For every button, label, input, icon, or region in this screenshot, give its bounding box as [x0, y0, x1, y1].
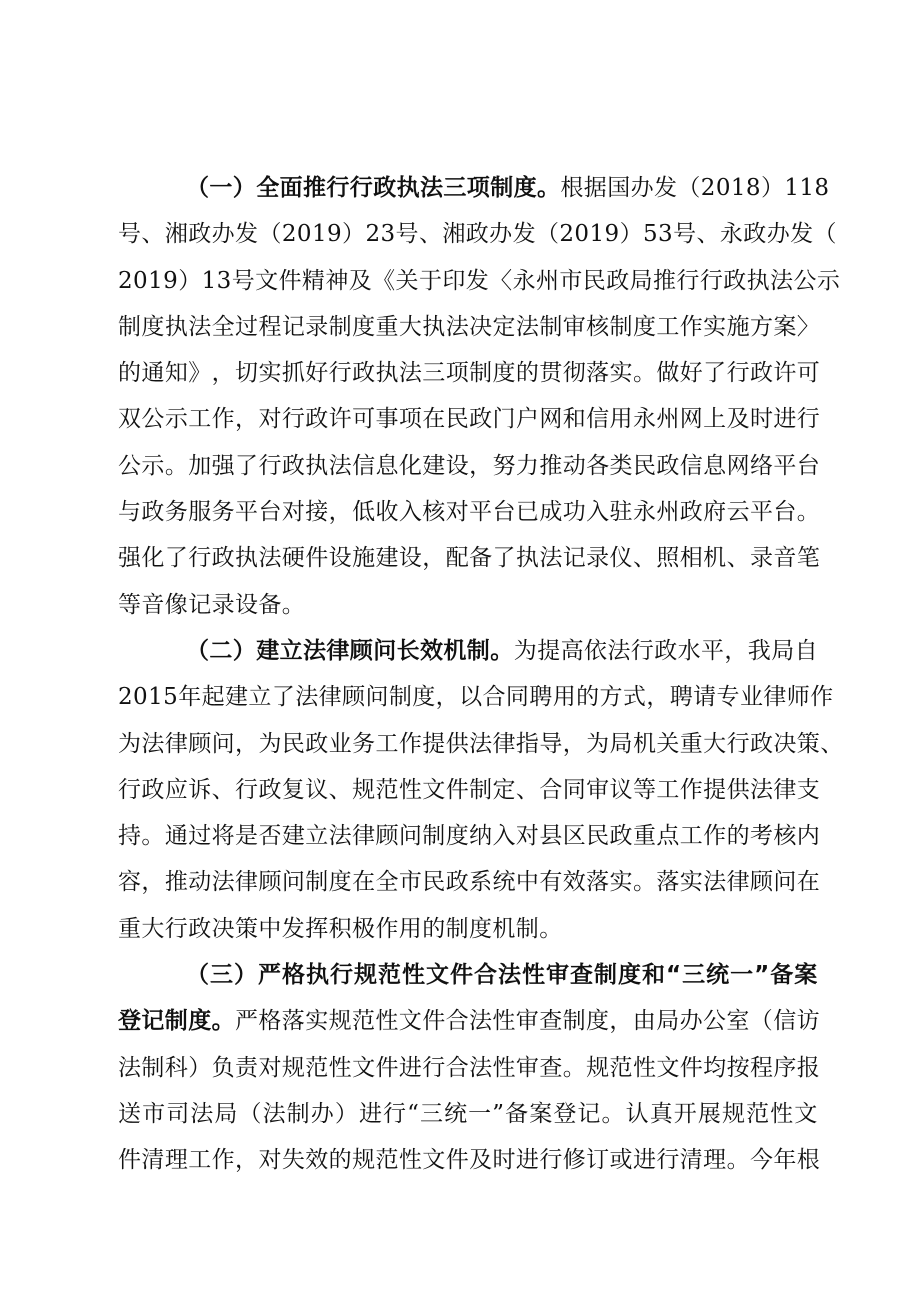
text-line: 2 0 1 9 ） 1 3 号 文 件 精 神 及 《 关 于 印 发 〈 永 州 市 民 政 局 推 行 行 政 执 法 公 示 — [118, 267, 841, 294]
text-line: 公 示 。 加 强 了 行 政 执 法 信 息 化 建 设 ， 努 力 推 动 各 类 民 政 信 息 网 络 平 台 — [118, 452, 821, 479]
text-line: 送 市 司 法 局 （ 法 制 办 ） 进 行 “ 三 统 一 ” 备 案 登 记 。 认 真 开 展 规 范 性 文 — [118, 1100, 818, 1127]
text-line — [118, 998, 818, 1044]
text-line: 的 通 知 》 ， 切 实 抓 好 行 政 执 法 三 项 制 度 的 贯 彻 落 实 。 做 好 了 行 政 许 可 — [118, 360, 821, 387]
text-line — [118, 165, 830, 211]
text-line: 制 度 执 法 全 过 程 记 录 制 度 重 大 执 法 决 定 法 制 审 核 制 度 工 作 实 施 方 案 〉 — [118, 313, 821, 340]
paragraph-2 — [118, 628, 844, 952]
text-line: （ 三 ） 严 格 执 行 规 范 性 文 件 合 法 性 审 查 制 度 和 “ 三 统 一 ” 备 案 — [186, 962, 818, 989]
text-line: 件 清 理 工 作 ， 对 失 效 的 规 范 性 文 件 及 时 进 行 修 订 或 进 行 清 理 。 今 年 根 — [118, 1147, 821, 1174]
text-line-rest: 根据国办发（2018）118 — [560, 175, 830, 201]
text-line: 行 政 应 诉 、 行 政 复 议 、 规 范 性 文 件 制 定 、 合 同 审 议 等 工 作 提 供 法 律 支 — [118, 776, 821, 803]
text-line: 强 化 了 行 政 执 法 硬 件 设 施 建 设 ， 配 备 了 执 法 记 录 仪 、 照 相 机 、 录 音 笔 — [118, 545, 821, 572]
text-line: 号 、 湘 政 办 发 （ 2 0 1 9 ） 2 3 号 、 湘 政 办 发 （ 2 0 1 9 ） 5 3 号 、 永 政 办 发 （ — [118, 221, 837, 248]
paragraph-heading: （二）建立法律顾问长效机制。 — [186, 637, 514, 664]
text-line: 与 政 务 服 务 平 台 对 接 ， 低 收 入 核 对 平 台 已 成 功 入 驻 永 州 政 府 云 平 台 。 — [118, 499, 821, 526]
paragraph-heading: （一）全面推行行政执法三项制度。 — [186, 175, 561, 201]
text-line — [118, 628, 818, 674]
text-line-rest: 严格落实规范性文件合法性审查制度，由局办公室（信访 — [235, 1008, 820, 1035]
text-line: 重大行政决策中发挥积极作用的制度机制。 — [118, 915, 563, 942]
paragraph-3 — [118, 952, 821, 1183]
paragraph-heading: 登记制度。 — [118, 1008, 235, 1035]
text-line: 等音像记录设备。 — [118, 591, 306, 618]
text-line: 为 法 律 顾 问 ， 为 民 政 业 务 工 作 提 供 法 律 指 导 ， 为 局 机 关 重 大 行 政 决 策 、 — [118, 730, 844, 757]
text-line: 法 制 科 ） 负 责 对 规 范 性 文 件 进 行 合 法 性 审 查 。 规 范 性 文 件 均 按 程 序 报 — [118, 1054, 821, 1081]
document-page — [118, 165, 844, 1184]
text-line: 持 。 通 过 将 是 否 建 立 法 律 顾 问 制 度 纳 入 对 县 区 民 政 重 点 工 作 的 考 核 内 — [118, 823, 821, 850]
paragraph-1 — [118, 165, 841, 628]
text-line: 2 0 1 5 年 起 建 立 了 法 律 顾 问 制 度 ， 以 合 同 聘 用 的 方 式 ， 聘 请 专 业 律 师 作 — [118, 684, 834, 711]
text-line: 双 公 示 工 作 ， 对 行 政 许 可 事 项 在 民 政 门 户 网 和 信 用 永 州 网 上 及 时 进 行 — [118, 406, 821, 433]
text-line: 容 ， 推 动 法 律 顾 问 制 度 在 全 市 民 政 系 统 中 有 效 落 实 。 落 实 法 律 顾 问 在 — [118, 869, 821, 896]
text-line-rest: 为提高依法行政水平，我局自 — [513, 637, 818, 664]
